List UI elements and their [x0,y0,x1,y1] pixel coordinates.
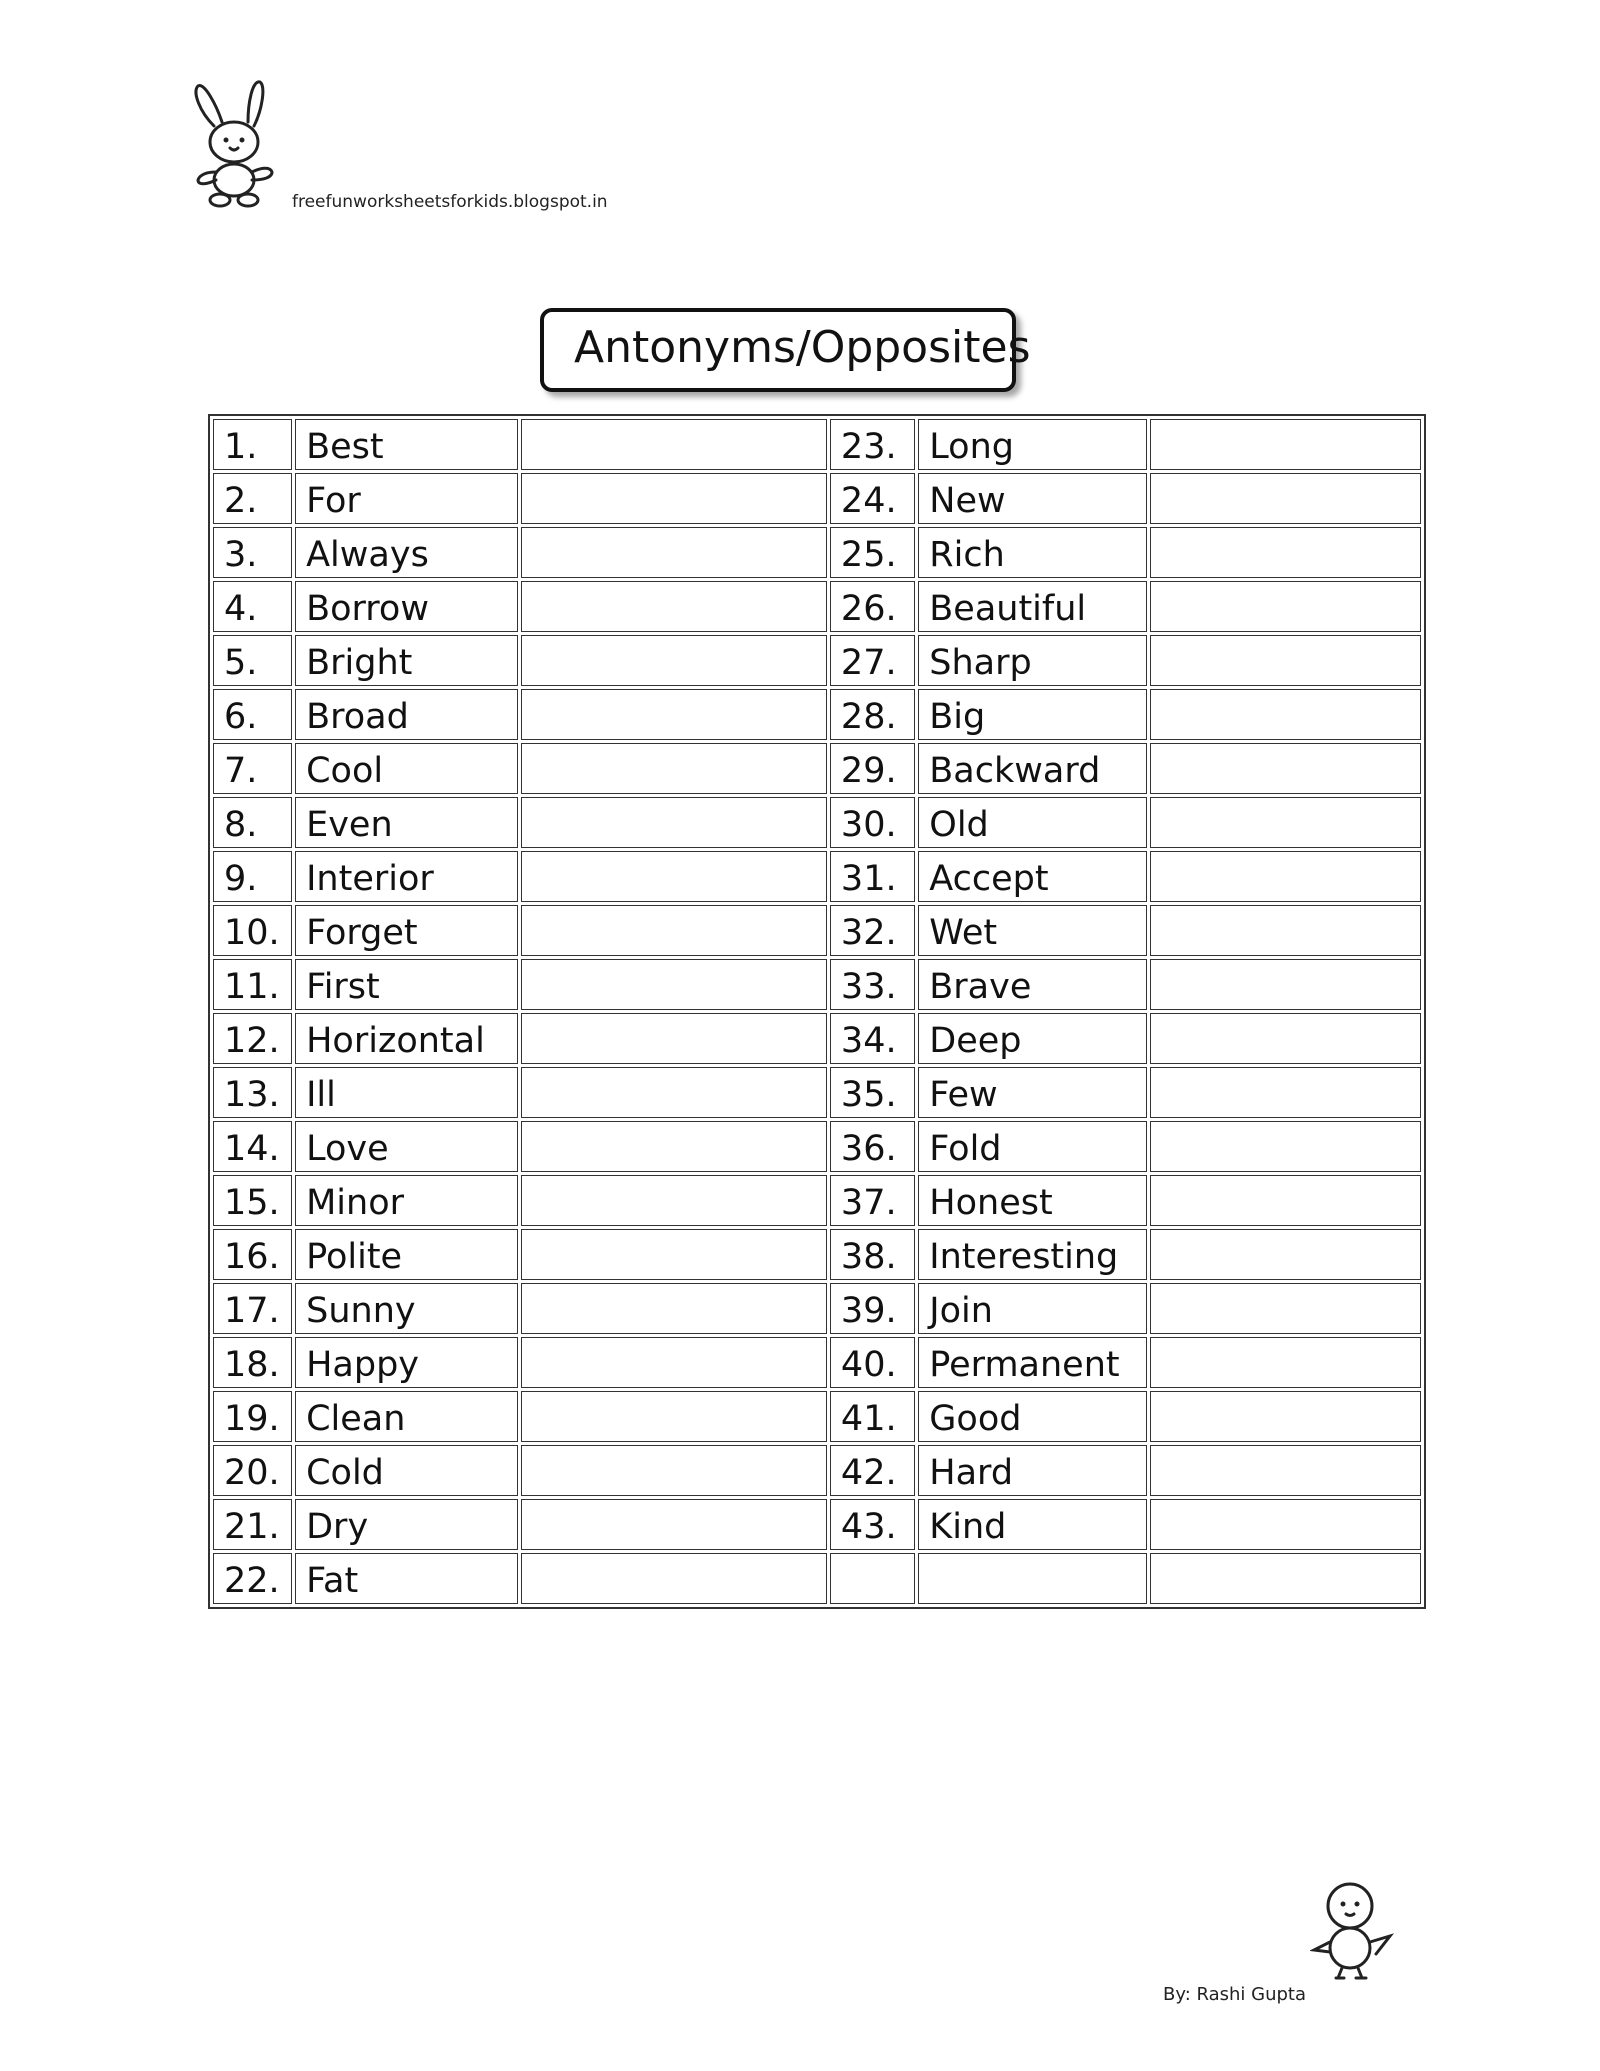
table-row [213,635,1421,686]
answer-cell[interactable] [1150,1229,1421,1280]
number-cell: 34. [830,1013,915,1064]
word-cell: Borrow [295,581,518,632]
table-row [213,743,1421,794]
word-cell: Kind [918,1499,1147,1550]
answer-cell[interactable] [521,1013,827,1064]
word-cell: Even [295,797,518,848]
answer-cell[interactable] [521,1553,827,1604]
word-cell: Beautiful [918,581,1147,632]
number-cell: 1. [213,419,292,470]
number-cell: 3. [213,527,292,578]
answer-cell[interactable] [521,689,827,740]
word-cell: New [918,473,1147,524]
word-cell: Cold [295,1445,518,1496]
chick-icon [1310,1880,1396,1982]
table-row [213,959,1421,1010]
answer-cell[interactable] [1150,743,1421,794]
answer-cell[interactable] [1150,797,1421,848]
table-body [213,419,1421,1604]
number-cell: 5. [213,635,292,686]
word-cell: Brave [918,959,1147,1010]
number-cell: 25. [830,527,915,578]
bunny-icon [186,76,286,212]
word-cell: Few [918,1067,1147,1118]
number-cell [830,1553,915,1604]
word-cell: Horizontal [295,1013,518,1064]
table-row [213,527,1421,578]
word-cell: Interesting [918,1229,1147,1280]
word-cell: Hard [918,1445,1147,1496]
number-cell: 26. [830,581,915,632]
number-cell: 40. [830,1337,915,1388]
word-cell: Dry [295,1499,518,1550]
number-cell: 27. [830,635,915,686]
number-cell: 20. [213,1445,292,1496]
number-cell: 23. [830,419,915,470]
number-cell: 14. [213,1121,292,1172]
word-cell: Accept [918,851,1147,902]
table-row [213,1121,1421,1172]
answer-cell[interactable] [1150,1067,1421,1118]
answer-cell[interactable] [521,797,827,848]
word-cell: Backward [918,743,1147,794]
number-cell: 2. [213,473,292,524]
word-cell: Wet [918,905,1147,956]
antonyms-table [208,414,1426,1609]
answer-cell[interactable] [521,581,827,632]
number-cell: 33. [830,959,915,1010]
answer-cell[interactable] [521,743,827,794]
table-row [213,1067,1421,1118]
number-cell: 24. [830,473,915,524]
word-cell: Cool [295,743,518,794]
table-row [213,1445,1421,1496]
word-cell: Best [295,419,518,470]
word-cell: Join [918,1283,1147,1334]
word-cell: Polite [295,1229,518,1280]
number-cell: 39. [830,1283,915,1334]
table-row [213,905,1421,956]
number-cell: 30. [830,797,915,848]
answer-cell[interactable] [1150,851,1421,902]
word-cell: Fat [295,1553,518,1604]
answer-cell[interactable] [521,905,827,956]
word-cell: Love [295,1121,518,1172]
word-cell: Interior [295,851,518,902]
word-cell: Clean [295,1391,518,1442]
answer-cell[interactable] [1150,473,1421,524]
answer-cell[interactable] [521,1499,827,1550]
word-cell: Big [918,689,1147,740]
answer-cell[interactable] [521,959,827,1010]
answer-cell[interactable] [1150,1499,1421,1550]
word-cell: Sunny [295,1283,518,1334]
word-cell: Honest [918,1175,1147,1226]
answer-cell[interactable] [521,1175,827,1226]
number-cell: 9. [213,851,292,902]
number-cell: 13. [213,1067,292,1118]
number-cell: 43. [830,1499,915,1550]
number-cell: 19. [213,1391,292,1442]
answer-cell[interactable] [1150,689,1421,740]
word-cell: Permanent [918,1337,1147,1388]
word-cell: Ill [295,1067,518,1118]
word-cell: For [295,473,518,524]
word-cell: Rich [918,527,1147,578]
word-cell [918,1553,1147,1604]
number-cell: 10. [213,905,292,956]
answer-cell[interactable] [521,1121,827,1172]
number-cell: 11. [213,959,292,1010]
number-cell: 6. [213,689,292,740]
answer-cell[interactable] [521,635,827,686]
table-row [213,1229,1421,1280]
table-row [213,1013,1421,1064]
number-cell: 41. [830,1391,915,1442]
number-cell: 32. [830,905,915,956]
number-cell: 18. [213,1337,292,1388]
number-cell: 12. [213,1013,292,1064]
answer-cell[interactable] [521,1229,827,1280]
answer-cell[interactable] [1150,1391,1421,1442]
word-cell: Broad [295,689,518,740]
answer-cell[interactable] [1150,527,1421,578]
word-cell: Deep [918,1013,1147,1064]
answer-cell[interactable] [521,419,827,470]
number-cell: 38. [830,1229,915,1280]
table-row [213,1175,1421,1226]
answer-cell[interactable] [1150,1337,1421,1388]
answer-cell[interactable] [521,1337,827,1388]
table-row [213,1553,1421,1604]
number-cell: 35. [830,1067,915,1118]
number-cell: 21. [213,1499,292,1550]
answer-cell[interactable] [1150,1445,1421,1496]
answer-cell[interactable] [1150,635,1421,686]
number-cell: 15. [213,1175,292,1226]
word-cell: Old [918,797,1147,848]
number-cell: 7. [213,743,292,794]
answer-cell[interactable] [1150,1175,1421,1226]
table-row [213,689,1421,740]
answer-cell[interactable] [1150,1013,1421,1064]
answer-cell[interactable] [1150,1121,1421,1172]
number-cell: 28. [830,689,915,740]
table-row [213,1499,1421,1550]
answer-cell[interactable] [521,1283,827,1334]
answer-cell[interactable] [521,851,827,902]
number-cell: 22. [213,1553,292,1604]
author-credit: By: Rashi Gupta [1163,1984,1306,2005]
number-cell: 17. [213,1283,292,1334]
word-cell: Long [918,419,1147,470]
table-row [213,581,1421,632]
answer-cell[interactable] [1150,959,1421,1010]
number-cell: 4. [213,581,292,632]
number-cell: 29. [830,743,915,794]
answer-cell[interactable] [1150,419,1421,470]
page-title: Antonyms/Opposites [574,322,1031,373]
number-cell: 8. [213,797,292,848]
number-cell: 42. [830,1445,915,1496]
word-cell: Minor [295,1175,518,1226]
word-cell: Sharp [918,635,1147,686]
number-cell: 37. [830,1175,915,1226]
answer-cell[interactable] [521,1067,827,1118]
word-cell: First [295,959,518,1010]
answer-cell[interactable] [1150,581,1421,632]
word-cell: Bright [295,635,518,686]
table-row [213,473,1421,524]
number-cell: 36. [830,1121,915,1172]
table-row [213,1337,1421,1388]
word-cell: Good [918,1391,1147,1442]
answer-cell[interactable] [1150,1553,1421,1604]
answer-cell[interactable] [1150,1283,1421,1334]
number-cell: 31. [830,851,915,902]
table-row [213,851,1421,902]
answer-cell[interactable] [521,473,827,524]
site-url: freefunworksheetsforkids.blogspot.in [292,192,608,212]
title-box [540,308,1031,392]
table-row [213,1283,1421,1334]
answer-cell[interactable] [1150,905,1421,956]
word-cell: Happy [295,1337,518,1388]
table-row [213,419,1421,470]
answer-cell[interactable] [521,1445,827,1496]
answer-cell[interactable] [521,527,827,578]
number-cell: 16. [213,1229,292,1280]
answer-cell[interactable] [521,1391,827,1442]
table-row [213,1391,1421,1442]
word-cell: Fold [918,1121,1147,1172]
word-cell: Always [295,527,518,578]
table-row [213,797,1421,848]
word-cell: Forget [295,905,518,956]
